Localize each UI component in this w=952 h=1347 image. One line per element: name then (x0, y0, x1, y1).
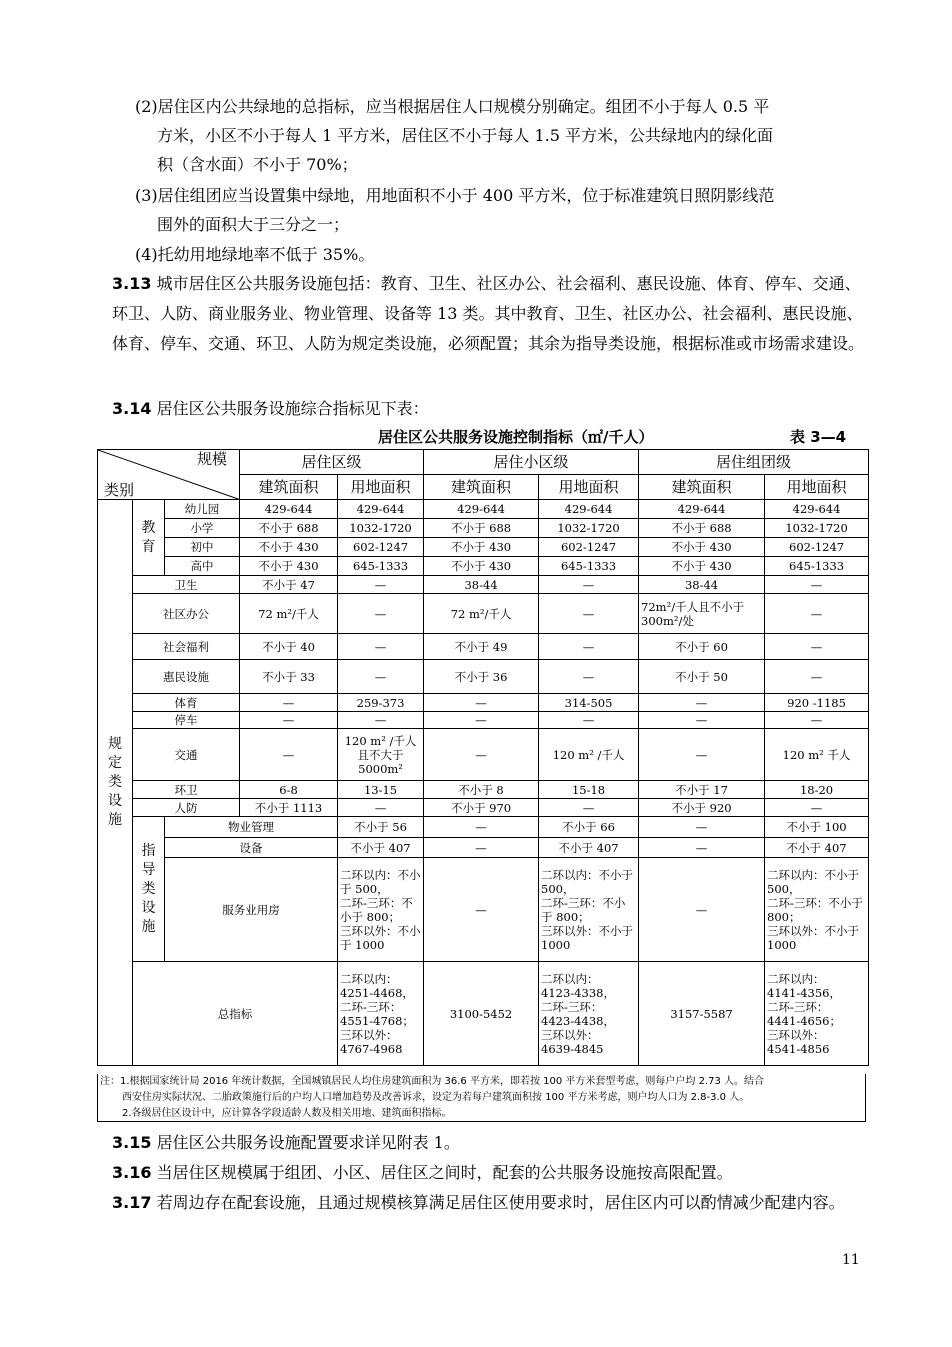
cell: 不小于 430 (240, 538, 338, 557)
cell: 38-44 (424, 576, 539, 594)
cell: — (240, 712, 338, 729)
clause-3-line2: 围外的面积大于三分之一； (157, 215, 350, 234)
section-3-15 (112, 1128, 872, 1158)
cell: — (765, 594, 869, 634)
facility-index-table (97, 449, 869, 1066)
cell: 3100-5452 (424, 962, 539, 1066)
cell: 6-8 (240, 781, 338, 799)
table-row (98, 838, 869, 858)
cell: 1032-1720 (338, 519, 424, 538)
cell: — (639, 858, 765, 962)
clause-3-line1: (3)居住组团应当设置集中绿地，用地面积不小于 400 平方米，位于标准建筑日照阴影线范 (135, 186, 775, 205)
cell: — (765, 712, 869, 729)
cell: 不小于 56 (338, 817, 424, 838)
cell: 120 m² 千人 (765, 729, 869, 781)
row-label: 社区办公 (133, 594, 240, 634)
row-label: 人防 (133, 799, 240, 817)
cell: — (424, 858, 539, 962)
table-row (98, 634, 869, 660)
cell: 不小于 688 (424, 519, 539, 538)
cell: — (424, 729, 539, 781)
table-row (98, 519, 869, 538)
table-row (98, 576, 869, 594)
cell: 不小于 66 (539, 817, 639, 838)
row-label: 体育 (133, 694, 240, 712)
cell: — (338, 576, 424, 594)
sub-land: 用地面积 (539, 475, 639, 500)
cell: — (639, 729, 765, 781)
page-number: 11 (842, 1252, 860, 1268)
cell: — (424, 817, 539, 838)
sub-land: 用地面积 (765, 475, 869, 500)
cell: — (424, 694, 539, 712)
cell: — (338, 634, 424, 660)
table-row (98, 799, 869, 817)
cell: 不小于 50 (639, 660, 765, 694)
cell: — (639, 694, 765, 712)
header-category: 类别 (104, 481, 135, 499)
cell: 72m²/千人且不小于 300m²/处 (639, 594, 765, 634)
header-scale: 规模 (197, 450, 228, 468)
section-number: 3.14 (112, 399, 152, 418)
row-label: 初中 (165, 538, 240, 557)
cell: 314-505 (539, 694, 639, 712)
section-text: 若周边存在配套设施，且通过规模核算满足居住区使用要求时，居住区内可以酌情减少配建内容。 (156, 1193, 845, 1212)
cell: — (338, 660, 424, 694)
row-label: 小学 (165, 519, 240, 538)
row-label: 惠民设施 (133, 660, 240, 694)
table-row (98, 729, 869, 781)
cell: 不小于 8 (424, 781, 539, 799)
cell: 259-373 (338, 694, 424, 712)
cell: 72 m²/千人 (240, 594, 338, 634)
cell: 429-644 (338, 500, 424, 519)
cell: 120 m² /千人 (539, 729, 639, 781)
cell: 429-644 (639, 500, 765, 519)
row-label: 交通 (133, 729, 240, 781)
cell: 429-644 (539, 500, 639, 519)
cell: — (539, 576, 639, 594)
cell: 不小于 36 (424, 660, 539, 694)
table-row (98, 962, 869, 1066)
cell: 72 m²/千人 (424, 594, 539, 634)
cell: 不小于 47 (240, 576, 338, 594)
cell: 602-1247 (765, 538, 869, 557)
cell: 不小于 430 (424, 538, 539, 557)
clause-4 (135, 240, 870, 269)
cell: — (539, 594, 639, 634)
cell: 不小于 60 (639, 634, 765, 660)
cell: — (539, 634, 639, 660)
group-education-label: 教育 (141, 519, 156, 555)
row-label: 社会福利 (133, 634, 240, 660)
cell: 429-644 (240, 500, 338, 519)
cell: 不小于 688 (240, 519, 338, 538)
cell: 不小于 407 (765, 838, 869, 858)
section-number: 3.16 (112, 1163, 152, 1182)
cell: — (765, 660, 869, 694)
section-text: 城市居住区公共服务设施包括：教育、卫生、社区办公、社会福利、惠民设施、体育、停车、交通、环卫、人防、商业服务业、物业管理、设备等 13 类。其中教育、卫生、社区办公、社会福利、惠民设施、体育、停车、交通、环卫、人防为规定类设施，必须配置；其余为指导类设施，根据标准或市场需求建设。 (112, 274, 865, 353)
cell: 429-644 (424, 500, 539, 519)
cell: 二环以内：不小于 500， 二环-三环：不小于 800； 三环以外：不小于 1000 (765, 858, 869, 962)
sub-build: 建筑面积 (424, 475, 539, 500)
clause-2-line2: 方米，小区不小于每人 1 平方米，居住区不小于每人 1.5 平方米，公共绿地内的绿化面 (157, 126, 773, 145)
cell: 二环以内：不小于 500， 二环-三环：不小于 800； 三环以外：不小于 1000 (539, 858, 639, 962)
level-district: 居住区级 (240, 450, 424, 475)
cell: — (240, 729, 338, 781)
cell: 不小于 17 (639, 781, 765, 799)
row-label: 高中 (165, 557, 240, 576)
clause-2-line1: (2)居住区内公共绿地的总指标，应当根据居住人口规模分别确定。组团不小于每人 0.5 平 (135, 97, 770, 116)
section-3-17 (112, 1188, 872, 1218)
cell: 1032-1720 (539, 519, 639, 538)
cell: — (765, 634, 869, 660)
cell: 429-644 (765, 500, 869, 519)
cell: — (539, 712, 639, 729)
row-label: 环卫 (133, 781, 240, 799)
cell: 不小于 1113 (240, 799, 338, 817)
cell: 645-1333 (338, 557, 424, 576)
cell: 不小于 407 (539, 838, 639, 858)
row-label: 总指标 (133, 962, 338, 1066)
sub-build: 建筑面积 (240, 475, 338, 500)
cell: — (765, 799, 869, 817)
cell: — (424, 712, 539, 729)
cell: 不小于 430 (639, 557, 765, 576)
cell: — (639, 838, 765, 858)
cell: 不小于 49 (424, 634, 539, 660)
cell: 645-1333 (539, 557, 639, 576)
cell: 二环以内： 4141-4356， 二环-三环： 4441-4656； 三环以外： 4541-4856 (765, 962, 869, 1066)
sub-land: 用地面积 (338, 475, 424, 500)
cell: — (240, 694, 338, 712)
table-row (98, 594, 869, 634)
row-label: 卫生 (133, 576, 240, 594)
group-guide (133, 817, 165, 962)
row-label: 服务业用房 (165, 858, 338, 962)
table-caption: 居住区公共服务设施控制指标（㎡/千人） (378, 428, 654, 446)
table-row (98, 538, 869, 557)
section-number: 3.15 (112, 1133, 152, 1152)
cell: — (639, 817, 765, 838)
section-3-13 (112, 269, 872, 359)
level-cluster: 居住组团级 (639, 450, 869, 475)
section-number: 3.13 (112, 274, 152, 293)
note-line-2: 西安住房实际状况、二胎政策施行后的户均人口增加趋势及改善诉求，设定为若每户建筑面积按 100 平方米考虑，则户均人口为 2.8-3.0 人。 (122, 1092, 750, 1103)
table-row (98, 712, 869, 729)
group-required-label: 规定类设施 (108, 736, 122, 828)
cell: 不小于 100 (765, 817, 869, 838)
clause-2 (135, 92, 870, 179)
cell: — (338, 594, 424, 634)
table-row (98, 557, 869, 576)
cell: — (539, 799, 639, 817)
cell: 二环以内：不小于 500， 二环-三环：不小于 800； 三环以外：不小于 1000 (338, 858, 424, 962)
note-line-1: 注：1.根据国家统计局 2016 年统计数据，全国城镇居民人均住房建筑面积为 36.6 平方米，即若按 100 平方米套型考虑，则每户户均 2.73 人。结合 (100, 1076, 765, 1087)
cell: 不小于 430 (639, 538, 765, 557)
sub-build: 建筑面积 (639, 475, 765, 500)
cell: 3157-5587 (639, 962, 765, 1066)
cell: 不小于 407 (338, 838, 424, 858)
cell: — (338, 712, 424, 729)
cell: — (765, 576, 869, 594)
group-required (98, 500, 133, 1066)
cell: 不小于 33 (240, 660, 338, 694)
cell: 920 -1185 (765, 694, 869, 712)
table-row (98, 660, 869, 694)
section-3-16 (112, 1158, 872, 1188)
row-label: 设备 (165, 838, 338, 858)
clause-4-line1: (4)托幼用地绿地率不低于 35%。 (135, 245, 375, 264)
cell: 二环以内： 4251-4468， 二环-三环： 4551-4768； 三环以外： 4767-4968 (338, 962, 424, 1066)
section-text: 当居住区规模属于组团、小区、居住区之间时，配套的公共服务设施按高限配置。 (156, 1163, 733, 1182)
header-diagonal-cell (98, 450, 240, 500)
clause-3 (135, 181, 870, 239)
cell: 38-44 (639, 576, 765, 594)
group-education (133, 500, 165, 576)
row-label: 停车 (133, 712, 240, 729)
table-number: 表 3—4 (790, 428, 847, 446)
section-text: 居住区公共服务设施综合指标见下表： (156, 399, 429, 418)
cell: 15-18 (539, 781, 639, 799)
cell: 1032-1720 (765, 519, 869, 538)
cell: — (338, 799, 424, 817)
cell: 不小于 430 (240, 557, 338, 576)
cell: 13-15 (338, 781, 424, 799)
note-line-3: 2.各级居住区设计中，应计算各学段适龄人数及相关用地、建筑面积指标。 (122, 1108, 452, 1119)
cell: 不小于 430 (424, 557, 539, 576)
cell: 602-1247 (338, 538, 424, 557)
cell: — (539, 660, 639, 694)
cell: 不小于 920 (639, 799, 765, 817)
section-text: 居住区公共服务设施配置要求详见附表 1。 (156, 1133, 460, 1152)
row-label: 物业管理 (165, 817, 338, 838)
cell: 不小于 970 (424, 799, 539, 817)
table-note (97, 1074, 866, 1122)
cell: 120 m² /千人且不大于5000m² (338, 729, 424, 781)
row-label: 幼儿园 (165, 500, 240, 519)
section-number: 3.17 (112, 1193, 152, 1212)
cell: — (639, 712, 765, 729)
cell: 602-1247 (539, 538, 639, 557)
table-row (98, 858, 869, 962)
group-guide-label: 指导类设施 (141, 842, 156, 935)
cell: 不小于 40 (240, 634, 338, 660)
section-3-14 (112, 394, 872, 424)
table-row (98, 781, 869, 799)
cell: — (424, 838, 539, 858)
table-row (98, 817, 869, 838)
cell: 不小于 688 (639, 519, 765, 538)
level-subdistrict: 居住小区级 (424, 450, 639, 475)
cell: 645-1333 (765, 557, 869, 576)
table-row (98, 500, 869, 519)
cell: 18-20 (765, 781, 869, 799)
table-row (98, 694, 869, 712)
cell: 二环以内： 4123-4338， 二环-三环： 4423-4438， 三环以外： 4639-4845 (539, 962, 639, 1066)
clause-2-line3: 积（含水面）不小于 70%； (157, 155, 358, 174)
